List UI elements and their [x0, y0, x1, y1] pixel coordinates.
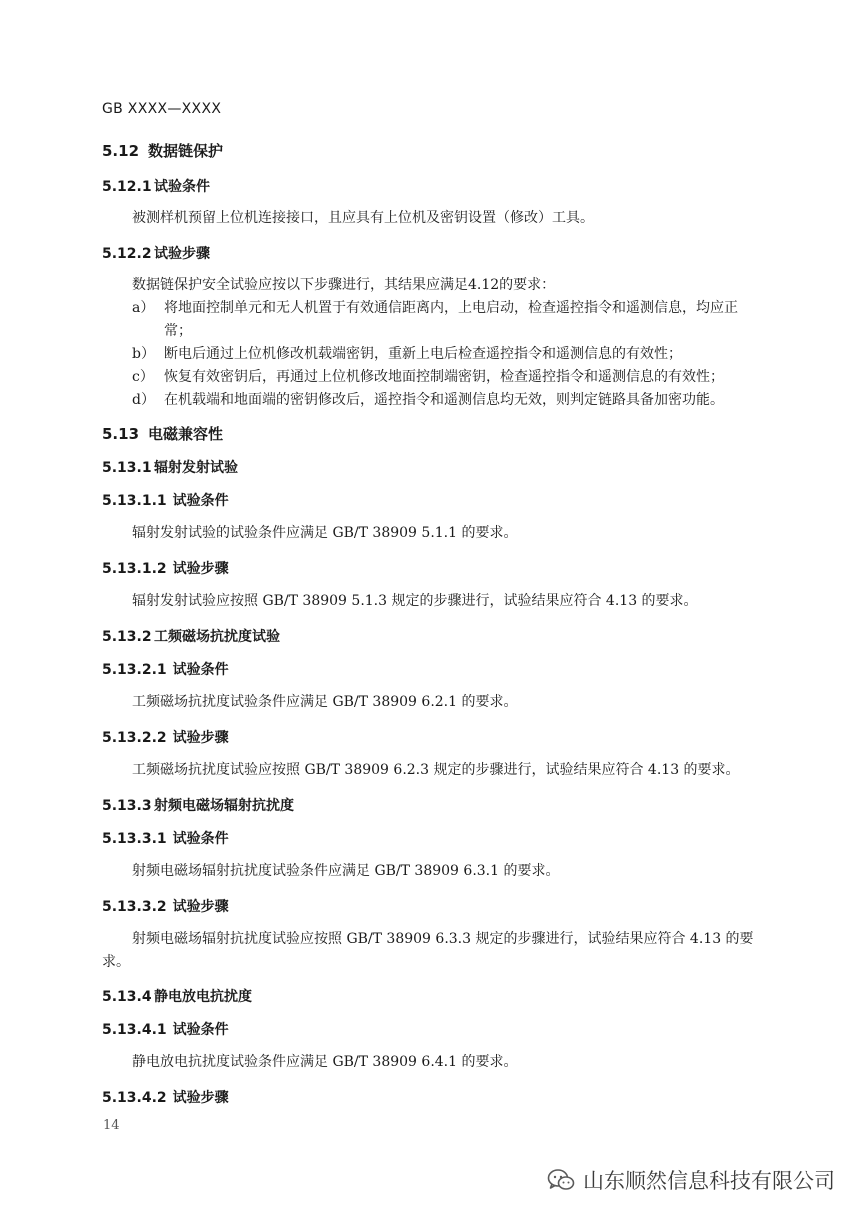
watermark [547, 1165, 835, 1195]
section-number: 5.12 [102, 142, 140, 160]
paragraph: 射频电磁场辐射抗扰度试验应按照 GB/T 38909 6.3.3 规定的步骤进行，试验结果应符合 4.13 的要 [132, 931, 754, 947]
section-title: 试验步骤 [172, 899, 229, 915]
list-text: 在机载端和地面端的密钥修改后，遥控指令和遥测信息均无效，则判定链路具备加密功能。 [164, 392, 724, 408]
section-number: 5.13.4.2 [102, 1090, 167, 1106]
section-number: 5.13.1 [102, 460, 152, 476]
paragraph: 静电放电抗扰度试验条件应满足 GB/T 38909 6.4.1 的要求。 [132, 1054, 518, 1070]
section-heading [102, 140, 223, 161]
paragraph: 辐射发射试验的试验条件应满足 GB/T 38909 5.1.1 的要求。 [132, 525, 518, 541]
clause-heading [102, 659, 229, 679]
paragraph-continuation: 求。 [102, 954, 130, 970]
section-title: 试验步骤 [154, 246, 210, 262]
paragraph: 数据链保护安全试验应按以下步骤进行，其结果应满足4.12的要求： [132, 277, 556, 293]
list-marker: b） [132, 346, 155, 362]
section-number: 5.12.1 [102, 179, 152, 195]
list-text: 恢复有效密钥后，再通过上位机修改地面控制端密钥，检查遥控指令和遥测信息的有效性； [164, 369, 724, 385]
subsection-heading [102, 243, 210, 263]
section-title: 射频电磁场辐射抗扰度 [154, 798, 294, 814]
clause-heading [102, 896, 229, 916]
section-number: 5.13.1.2 [102, 561, 167, 577]
section-title: 试验步骤 [172, 730, 229, 746]
section-number: 5.13.2.2 [102, 730, 167, 746]
section-heading [102, 423, 223, 444]
paragraph: 被测样机预留上位机连接接口，且应具有上位机及密钥设置（修改）工具。 [132, 210, 594, 226]
standard-number: GB XXXX—XXXX [102, 101, 222, 117]
section-title: 试验步骤 [172, 1090, 229, 1106]
watermark-text: 山东顺然信息科技有限公司 [583, 1169, 835, 1193]
section-title: 试验条件 [172, 662, 229, 678]
paragraph: 射频电磁场辐射抗扰度试验条件应满足 GB/T 38909 6.3.1 的要求。 [132, 863, 560, 879]
section-number: 5.13.2 [102, 629, 152, 645]
subsection-heading [102, 795, 294, 815]
section-number: 5.13.4.1 [102, 1022, 167, 1038]
clause-heading [102, 1019, 229, 1039]
subsection-heading [102, 986, 252, 1006]
clause-heading [102, 828, 229, 848]
list-marker: d） [132, 392, 155, 408]
wechat-icon [547, 1168, 575, 1192]
list-text: 断电后通过上位机修改机载端密钥，重新上电后检查遥控指令和遥测信息的有效性； [164, 346, 682, 362]
paragraph: 工频磁场抗扰度试验应按照 GB/T 38909 6.2.3 规定的步骤进行，试验结果应符合 4.13 的要求。 [132, 762, 740, 778]
subsection-heading [102, 176, 210, 196]
clause-heading [102, 490, 229, 510]
section-title: 电磁兼容性 [148, 425, 224, 443]
section-number: 5.13.4 [102, 989, 152, 1005]
subsection-heading [102, 626, 280, 646]
section-title: 数据链保护 [148, 142, 224, 160]
section-title: 试验条件 [172, 493, 229, 509]
section-number: 5.13.2.1 [102, 662, 167, 678]
list-marker: c） [132, 369, 154, 385]
section-number: 5.13.3.1 [102, 831, 167, 847]
section-title: 辐射发射试验 [154, 460, 238, 476]
page-number: 14 [103, 1118, 120, 1133]
section-title: 试验条件 [154, 179, 210, 195]
section-title: 工频磁场抗扰度试验 [154, 629, 280, 645]
clause-heading [102, 558, 229, 578]
paragraph: 辐射发射试验应按照 GB/T 38909 5.1.3 规定的步骤进行，试验结果应符合 4.13 的要求。 [132, 593, 698, 609]
section-title: 静电放电抗扰度 [154, 989, 252, 1005]
list-text: 将地面控制单元和无人机置于有效通信距离内，上电启动，检查遥控指令和遥测信息，均应正 [164, 300, 738, 316]
section-number: 5.13.3 [102, 798, 152, 814]
section-title: 试验条件 [172, 831, 229, 847]
section-number: 5.12.2 [102, 246, 152, 262]
section-number: 5.13 [102, 425, 140, 443]
paragraph: 工频磁场抗扰度试验条件应满足 GB/T 38909 6.2.1 的要求。 [132, 694, 518, 710]
clause-heading [102, 727, 229, 747]
section-title: 试验条件 [172, 1022, 229, 1038]
section-number: 5.13.1.1 [102, 493, 167, 509]
section-title: 试验步骤 [172, 561, 229, 577]
clause-heading [102, 1087, 229, 1107]
section-number: 5.13.3.2 [102, 899, 167, 915]
list-marker: a） [132, 300, 155, 316]
subsection-heading [102, 457, 238, 477]
list-item-continuation: 常； [164, 323, 192, 339]
